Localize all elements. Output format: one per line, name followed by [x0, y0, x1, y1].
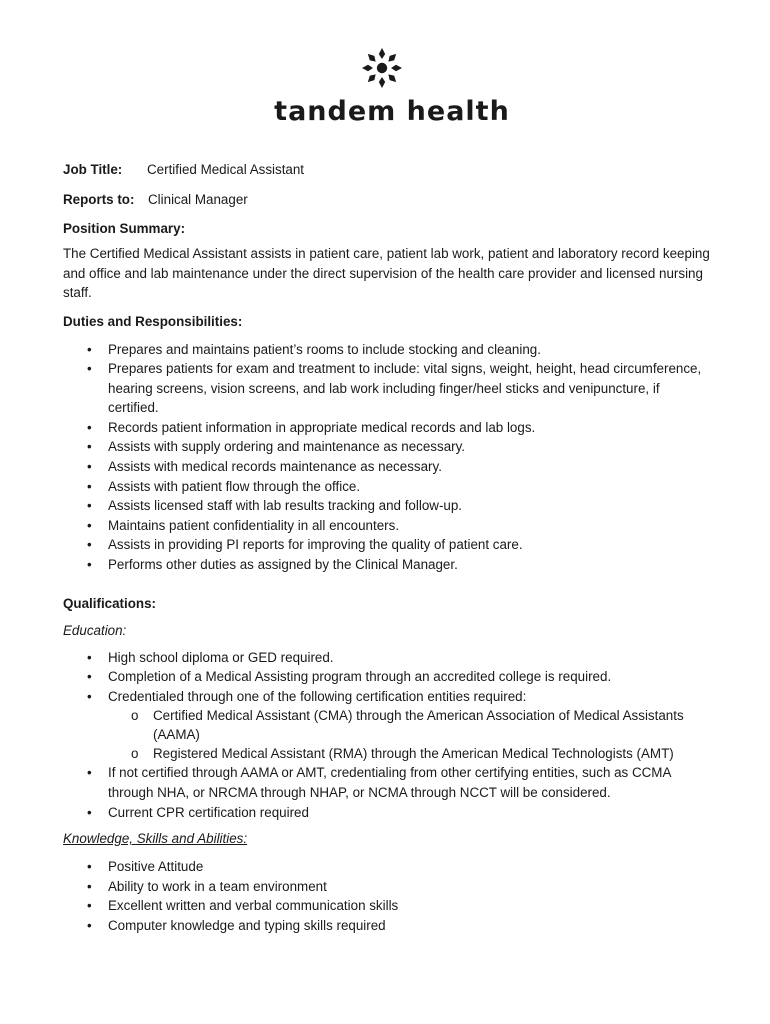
brand-wordmark: tandem health: [274, 96, 510, 127]
list-item: • Assists with medical records maintenance as necessary.: [63, 457, 713, 477]
education-subheading: Education:: [63, 622, 127, 638]
list-item: • Positive Attitude: [63, 857, 713, 877]
bullet-icon: •: [87, 688, 92, 704]
list-item: • Completion of a Medical Assisting program through an accredited college is required.: [63, 667, 713, 687]
list-item: • Credentialed through one of the following certification entities required: o Certified Medical Assistant (CMA) through the American Association of Medical Assistants (AAMA) o Registered Medical Assistant (RMA) through the American Medical Technologists (AMT): [63, 687, 713, 764]
reports-to-value: Clinical Manager: [148, 192, 248, 207]
duties-list: [63, 340, 713, 575]
tandem-flower-logo-icon: [358, 44, 406, 92]
reports-to-label: Reports to:: [63, 192, 135, 207]
bullet-icon: •: [87, 765, 92, 781]
bullet-icon: •: [87, 804, 92, 820]
bullet-icon: •: [87, 341, 92, 357]
duties-heading: Duties and Responsibilities:: [63, 313, 243, 329]
bullet-icon: •: [87, 361, 92, 377]
bullet-icon: •: [87, 859, 92, 875]
circle-bullet-icon: o: [131, 708, 139, 724]
qualifications-heading: Qualifications:: [63, 595, 157, 611]
job-title-value: Certified Medical Assistant: [147, 162, 305, 177]
circle-bullet-icon: o: [131, 746, 139, 762]
ksa-subheading: Knowledge, Skills and Abilities:: [63, 831, 248, 847]
bullet-icon: •: [87, 917, 92, 933]
bullet-icon: •: [87, 649, 92, 665]
list-item: • Assists with patient flow through the office.: [63, 477, 713, 497]
list-item: • Prepares and maintains patient’s rooms to include stocking and cleaning.: [63, 340, 713, 360]
list-item: • Maintains patient confidentiality in all encounters.: [63, 516, 713, 536]
list-item: o Registered Medical Assistant (RMA) through the American Medical Technologists (AMT): [131, 746, 674, 762]
bullet-icon: •: [87, 669, 92, 685]
list-item: • Computer knowledge and typing skills required: [63, 916, 713, 936]
list-item: • Prepares patients for exam and treatment to include: vital signs, weight, height, head circumference, hearing screens, vision screens, and lab work including finger/heel sticks and venipuncture, if certified.: [87, 361, 702, 416]
list-item: • Excellent written and verbal communication skills: [63, 896, 713, 916]
bullet-icon: •: [87, 517, 92, 533]
bullet-icon: •: [87, 439, 92, 455]
document-body: [63, 160, 713, 936]
job-title-label: Job Title:: [63, 162, 123, 177]
reports-to-row: [63, 190, 713, 210]
education-list: [63, 648, 713, 823]
position-summary-text: The Certified Medical Assistant assists in patient care, patient lab work, patient and laboratory record keeping and office and lab maintenance under the direct supervision of the health care provider and licensed nursing staff.: [63, 246, 710, 300]
bullet-icon: •: [87, 557, 92, 573]
list-item: • Ability to work in a team environment: [63, 877, 713, 897]
list-item: • Current CPR certification required: [63, 803, 713, 823]
list-item: • If not certified through AAMA or AMT, credentialing from other certifying entities, such as CCMA through NHA, or NRCMA through NHAP, or NCMA through NCCT will be considered.: [87, 765, 671, 800]
list-item: • Assists with supply ordering and maintenance as necessary.: [63, 437, 713, 457]
list-item: • High school diploma or GED required.: [63, 648, 713, 668]
bullet-icon: •: [87, 898, 92, 914]
list-item: • Records patient information in appropriate medical records and lab logs.: [63, 418, 713, 438]
list-item: • Assists in providing PI reports for improving the quality of patient care.: [63, 535, 713, 555]
certification-list: [108, 706, 713, 763]
bullet-icon: •: [87, 498, 92, 514]
position-summary-heading: Position Summary:: [63, 221, 186, 236]
ksa-list: [63, 857, 713, 935]
list-item: o Certified Medical Assistant (CMA) through the American Association of Medical Assistants (AAMA): [131, 708, 684, 743]
bullet-icon: •: [87, 878, 92, 894]
bullet-icon: •: [87, 537, 92, 553]
job-title-row: [63, 160, 713, 180]
bullet-icon: •: [87, 478, 92, 494]
list-item: • Assists licensed staff with lab results tracking and follow-up.: [63, 496, 713, 516]
bullet-icon: •: [87, 419, 92, 435]
bullet-icon: •: [87, 459, 92, 475]
list-item: • Performs other duties as assigned by the Clinical Manager.: [63, 555, 713, 575]
